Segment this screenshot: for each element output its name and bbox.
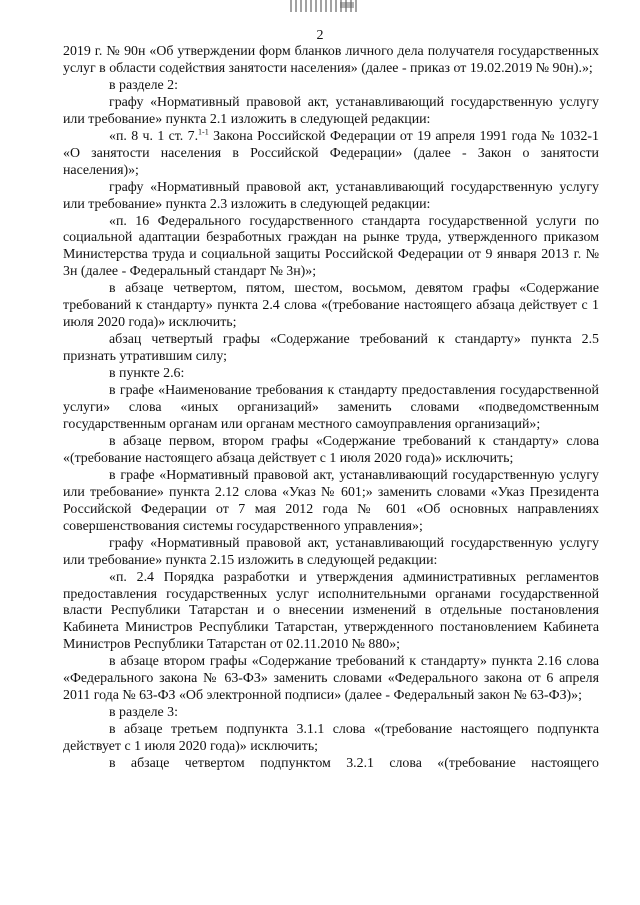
scan-artifact-dot [340, 2, 354, 8]
paragraph-text: в абзаце третьем подпункта 3.1.1 слова «(требование настоящего подпункта действует с 1 июля 2020 года)» исключить; [63, 722, 599, 755]
paragraph [63, 756, 599, 773]
paragraph-text: графу «Нормативный правовой акт, устанавливающий государственную услугу или требование» пункта 2.1 изложить в следующей редакции: [63, 94, 599, 127]
paragraph [63, 44, 599, 78]
document-body [63, 44, 599, 773]
paragraph [63, 180, 599, 214]
paragraph [63, 705, 599, 722]
paragraph-text: в пункте 2.6: [109, 366, 185, 382]
paragraph-text: 2019 г. № 90н «Об утверждении форм бланков личного дела получателя государственных услуг в области содействия занятости населения» (далее - приказ от 19.02.2019 № 90н).»; [63, 44, 599, 76]
paragraph-text: в графе «Наименование требования к стандарту предоставления государственной услуги» слова «иных организаций» заменить словами «подведомственным государственным органам или органам местного самоуправления организаций»; [63, 383, 599, 432]
paragraph [63, 536, 599, 570]
paragraph-text: графу «Нормативный правовой акт, устанавливающий государственную услугу или требование» пункта 2.3 изложить в следующей редакции: [63, 179, 599, 212]
paragraph-text-lead: «п. 8 ч. 1 ст. 7. [109, 128, 199, 144]
page-number: 2 [316, 28, 324, 43]
paragraph-text: в абзаце первом, втором графы «Содержание требований к стандарту» слова «(требование настоящего абзаца действует с 1 июля 2020 года)» исключить; [63, 433, 599, 466]
paragraph [63, 570, 599, 655]
paragraph-text: графу «Нормативный правовой акт, устанавливающий государственную услугу или требование» пункта 2.15 изложить в следующей редакции: [63, 535, 599, 568]
paragraph-text: в абзаце четвертом подпунктом 3.2.1 слова «(требование настоящего [109, 756, 599, 772]
paragraph-text: в разделе 3: [109, 705, 178, 721]
paragraph-text: абзац четвертый графы «Содержание требований к стандарту» пункта 2.5 признать утратившим силу; [63, 332, 599, 365]
paragraph [63, 722, 599, 756]
paragraph-text: «п. 16 Федерального государственного стандарта государственной услуги по социальной адаптации безработных граждан на рынке труда, утвержденного приказом Министерства труда и социальной защиты Российской Федерации от 9 января 2013 г. № 3н (далее - Федеральный стандарт № 3н)»; [63, 213, 599, 280]
paragraph [63, 468, 599, 536]
paragraph-text: в абзаце втором графы «Содержание требований к стандарту» пункта 2.16 слова «Федерального закона № 63-ФЗ» заменить словами «Федерального закона от 6 апреля 2011 года № 63-ФЗ «Об электронной подписи» (далее - Федеральный закон № 63-ФЗ)»; [63, 654, 599, 704]
paragraph [63, 332, 599, 366]
paragraph-text: в графе «Нормативный правовой акт, устанавливающий государственную услугу или требование» пункта 2.12 слова «Указ № 601;» заменить словами «Указ Президента Российской Федерации от 7 мая 2012 года № 601 «Об основных направлениях совершенствования системы государственного управления»; [63, 467, 599, 534]
paragraph [63, 366, 599, 383]
paragraph [63, 214, 599, 282]
paragraph [63, 281, 599, 332]
paragraph [63, 434, 599, 468]
paragraph-text: в разделе 2: [109, 77, 178, 93]
paragraph [63, 78, 599, 95]
paragraph-text: «п. 2.4 Порядка разработки и утверждения административных регламентов предоставления государственных услуг исполнительными органами государственной власти Республики Татарстан и о внесении изменений в отдельные постановления Кабинета Министров Республики Татарстан, утвержденного постановлением Кабинета Министров Республики Татарстан от 02.11.2010 № 880»; [63, 569, 599, 653]
paragraph-text: Закона Российской Федерации от 19 апреля 1991 года № 1032-1 «О занятости населения в Российской Федерации» (далее - Закон о занятости населения)»; [63, 128, 599, 178]
paragraph [63, 383, 599, 434]
paragraph [63, 129, 599, 180]
paragraph [63, 654, 599, 705]
superscript: 1-1 [198, 127, 209, 137]
paragraph-text: в абзаце четвертом, пятом, шестом, восьмом, девятом графы «Содержание требований к стандарту» пункта 2.4 слова «(требование настоящего абзаца действует с 1 июля 2020 года)» исключить; [63, 281, 599, 331]
paragraph [63, 95, 599, 129]
